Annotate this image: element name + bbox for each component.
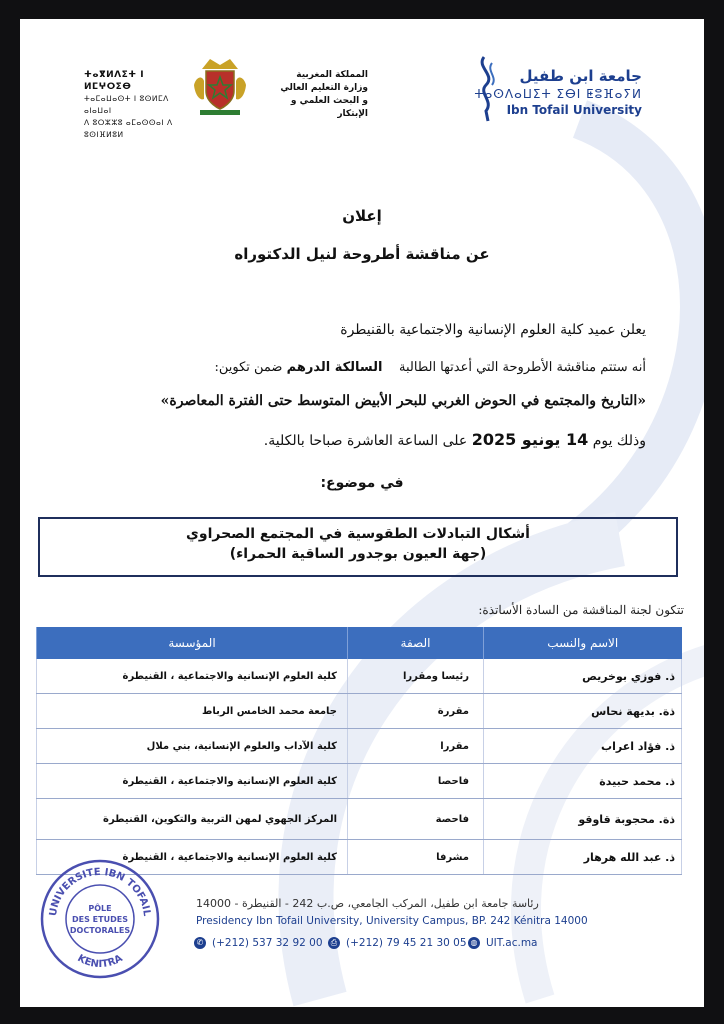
announcement-subtitle: عن مناقشة أطروحة لنيل الدكتوراه [234, 245, 490, 263]
column-header-name: الاسم والنسب [484, 627, 682, 659]
thesis-topic-line1: أشكال التبادلات الطقوسية في المجتمع الصحراوي [186, 526, 530, 542]
program-name: «التاريخ والمجتمع في الحوض الغربي للبحر الأبيض المتوسط حتى الفترة المعاصرة» [160, 393, 646, 409]
jury-institution: كلية العلوم الإنسانية والاجتماعية ، القنيطرة [37, 659, 348, 694]
jury-role: مقررا [348, 729, 484, 764]
stamp-center-2: DES ETUDES [72, 915, 128, 924]
jury-institution: كلية العلوم الإنسانية والاجتماعية ، القنيطرة [37, 764, 348, 799]
jury-institution: كلية العلوم الإنسانية والاجتماعية ، القنيطرة [37, 840, 348, 875]
defense-date: 14 يونيو 2025 [471, 430, 589, 449]
stamp-ring-bottom: KENITRA [75, 952, 125, 971]
jury-institution: جامعة محمد الخامس الرباط [37, 694, 348, 729]
table-row [37, 799, 682, 840]
jury-institution: المركز الجهوي لمهن التربية والتكوين، القنيطرة [37, 799, 348, 840]
jury-name: ذ. فوزي بوخريص [484, 659, 682, 694]
student-name: السالكة الدرهم [286, 360, 383, 375]
footer-address-ar: رئاسة جامعة ابن طفيل، المركب الجامعي، ص.ب 242 - القنيطرة - 14000 [196, 897, 539, 910]
footer-website[interactable]: ◍ UIT.ac.ma [468, 937, 538, 949]
ministry-name-tifinagh: ⵜⴰⴳⵍⴷⵉⵜ ⵏ ⵍⵎⵖⵔⵉⴱ ⵜⴰⵎⴰⵡⴰⵙⵜ ⵏ ⵓⵙⵍⵎⴷ ⴰⵏⴰⵡⴰⵏ ⴷ ⵓⵔⵣⵣⵓ ⴰⵎⴰⵙⵙⴰⵏ ⴷ ⵓⵙⵏⴼⵍⵓⵍ [84, 70, 173, 139]
column-header-role: الصفة [348, 627, 484, 659]
jury-table [36, 627, 682, 875]
jury-role: فاحصة [348, 799, 484, 840]
web-icon: ◍ [468, 937, 480, 949]
university-name-ar: جامعة ابن طفيل [519, 67, 642, 85]
doctoral-pole-stamp [38, 857, 162, 981]
document-page [20, 19, 704, 1007]
student-line: أنه ستتم مناقشة الأطروحة التي أعدتها الطالبة السالكة الدرهم ضمن تكوين: [214, 360, 646, 375]
royal-emblem-icon [192, 55, 248, 117]
jury-name: ذ. عبد الله هرهار [484, 840, 682, 875]
jury-institution: كلية الآداب والعلوم الإنسانية، بني ملال [37, 729, 348, 764]
footer-fax: ⎙ (+212) 79 45 21 30 05 [328, 937, 467, 949]
table-row [37, 764, 682, 799]
column-header-institution: المؤسسة [37, 627, 348, 659]
footer-phone: ✆ (+212) 537 32 92 00 [194, 937, 323, 949]
jury-name: ذ. محمد حبيدة [484, 764, 682, 799]
jury-name: ذة. بديهة نحاس [484, 694, 682, 729]
date-line: وذلك يوم 14 يونيو 2025 على الساعة العاشرة صباحا بالكلية. [263, 430, 646, 449]
subject-label: في موضوع: [320, 475, 404, 491]
stamp-ring-top: UNIVERSITE IBN TOFAIL [47, 866, 152, 917]
jury-role: فاحصا [348, 764, 484, 799]
footer-address-en: Presidency Ibn Tofail University, University Campus, BP. 242 Kénitra 14000 [196, 915, 588, 927]
table-header-row [37, 627, 682, 659]
jury-name: ذ. فؤاد اعراب [484, 729, 682, 764]
jury-role: مقررة [348, 694, 484, 729]
table-row [37, 659, 682, 694]
jury-role: مشرفا [348, 840, 484, 875]
university-name-tifinagh: ⵜⴰⵙⴷⴰⵡⵉⵜ ⵉⴱⵏ ⵟⵓⴼⴰⵢⵍ [474, 87, 642, 101]
stamp-center-1: PÔLE [88, 904, 112, 913]
jury-name: ذة. محجوبة قاوقو [484, 799, 682, 840]
phone-icon: ✆ [194, 937, 206, 949]
announcement-title: إعلان [342, 207, 382, 225]
thesis-topic-box [38, 517, 678, 577]
jury-role: رئيسا ومقررا [348, 659, 484, 694]
thesis-topic-line2: (جهة العيون بوجدور الساقية الحمراء) [229, 546, 487, 562]
university-name-en: Ibn Tofail University [506, 103, 642, 117]
jury-intro: تتكون لجنة المناقشة من السادة الأساتذة: [478, 603, 684, 617]
table-row [37, 694, 682, 729]
svg-text:KENITRA [75, 953, 124, 970]
table-row [37, 729, 682, 764]
ministry-name-ar: المملكة المغربية وزارة التعليم العالي و البحث العلمي و الإبتكار [280, 70, 368, 119]
fax-icon: ⎙ [328, 937, 340, 949]
university-logo [432, 49, 642, 119]
dean-announcement: يعلن عميد كلية العلوم الإنسانية والاجتماعية بالقنيطرة [340, 322, 646, 338]
stamp-center-3: DOCTORALES [69, 926, 131, 935]
